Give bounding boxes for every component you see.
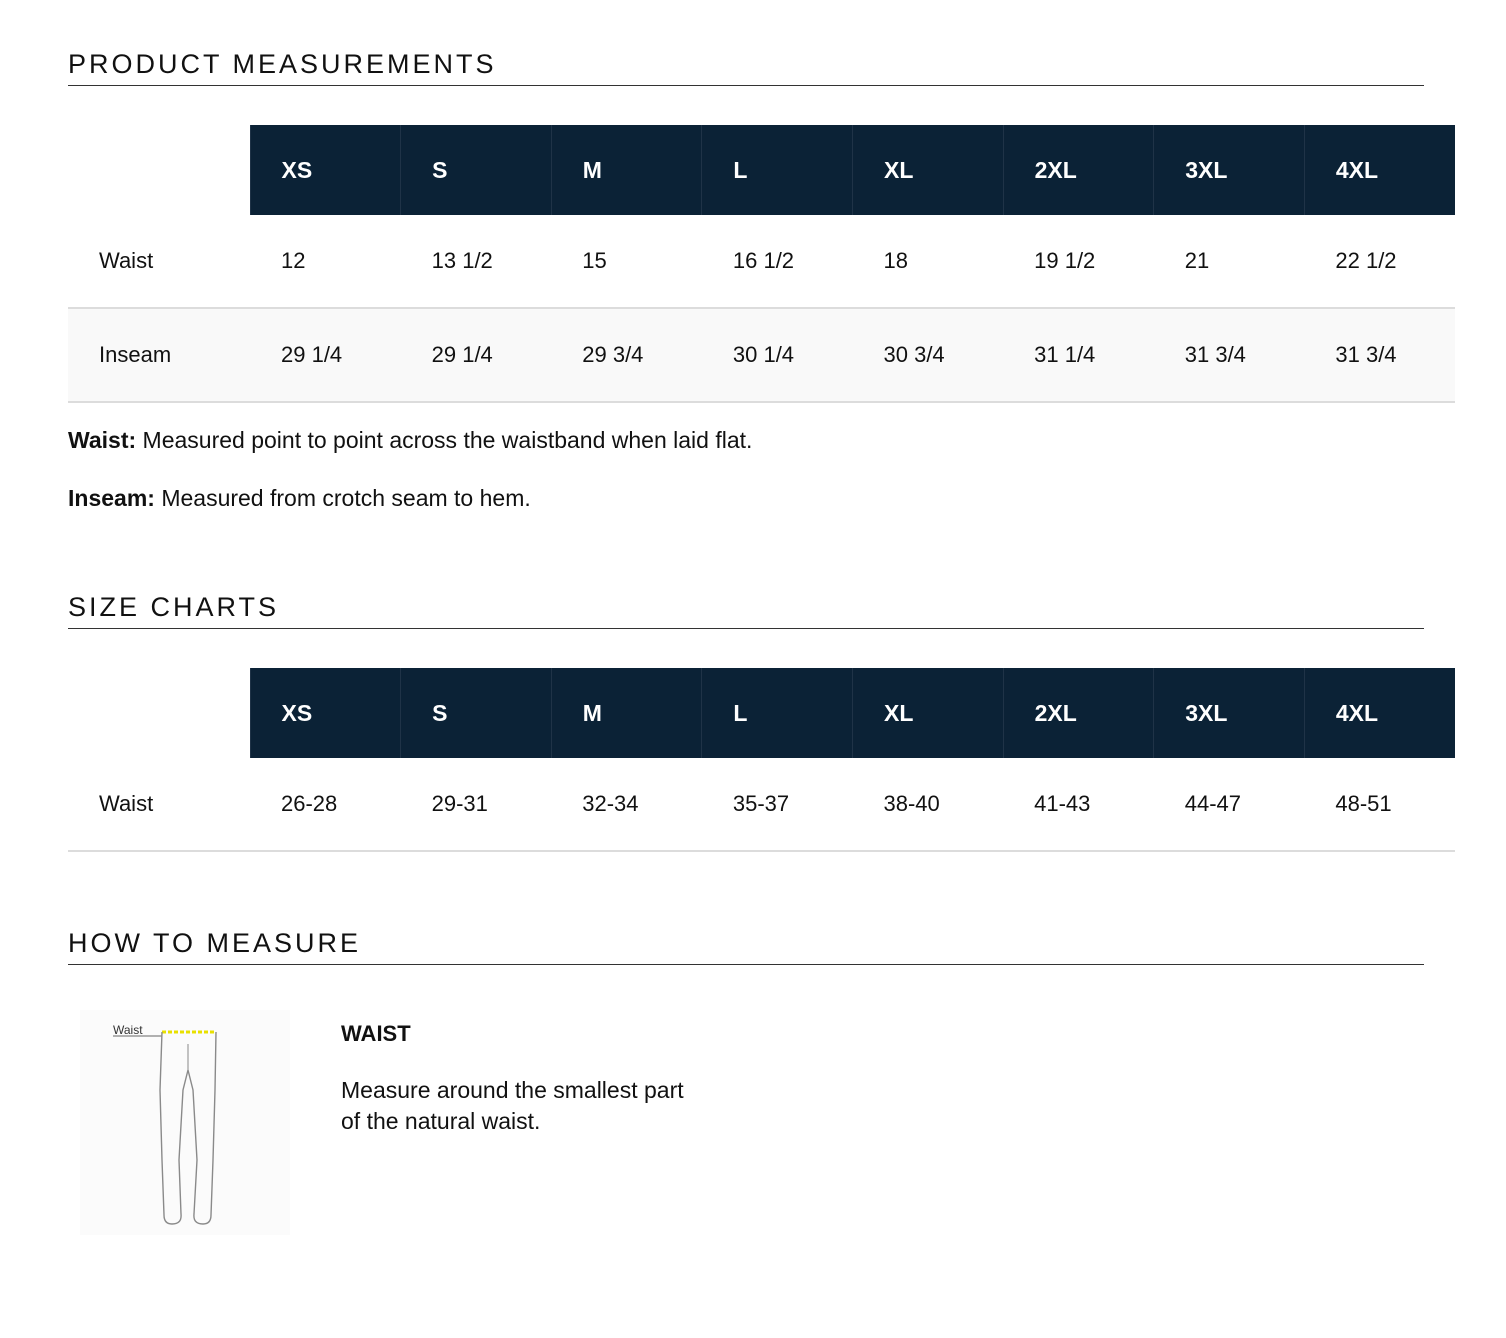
size-header-2xl: 2XL bbox=[1003, 125, 1154, 215]
size-header-xl: XL bbox=[853, 668, 1004, 758]
size-header-xs: XS bbox=[250, 668, 401, 758]
leggings-diagram-icon bbox=[80, 1010, 290, 1235]
table-cell: 41-43 bbox=[1003, 758, 1154, 851]
size-header-4xl: 4XL bbox=[1304, 125, 1455, 215]
inseam-note-text: Measured from crotch seam to hem. bbox=[154, 485, 531, 511]
size-header-l: L bbox=[702, 668, 853, 758]
size-header-m: M bbox=[551, 125, 702, 215]
waist-note-term: Waist: bbox=[68, 427, 137, 453]
table-cell: 35-37 bbox=[702, 758, 853, 851]
table-cell: 12 bbox=[250, 215, 401, 308]
table-cell: 29 1/4 bbox=[250, 308, 401, 402]
waist-figure-label: Waist bbox=[113, 1023, 143, 1037]
size-header-3xl: 3XL bbox=[1154, 125, 1305, 215]
table-row bbox=[68, 758, 1455, 851]
row-label: Waist bbox=[68, 758, 250, 851]
table-row bbox=[68, 215, 1455, 308]
size-charts-title: SIZE CHARTS bbox=[68, 592, 1424, 629]
table-cell: 19 1/2 bbox=[1003, 215, 1154, 308]
table-cell: 18 bbox=[853, 215, 1004, 308]
size-header-s: S bbox=[401, 125, 552, 215]
size-header-xl: XL bbox=[853, 125, 1004, 215]
product-measurements-title: PRODUCT MEASUREMENTS bbox=[68, 49, 1424, 86]
size-header-2xl: 2XL bbox=[1003, 668, 1154, 758]
size-charts-table bbox=[68, 668, 1455, 852]
waist-note bbox=[68, 427, 752, 454]
size-header-l: L bbox=[702, 125, 853, 215]
size-header-3xl: 3XL bbox=[1154, 668, 1305, 758]
table-cell: 31 3/4 bbox=[1304, 308, 1455, 402]
table-cell: 26-28 bbox=[250, 758, 401, 851]
table-cell: 29 1/4 bbox=[401, 308, 552, 402]
table-cell: 38-40 bbox=[853, 758, 1004, 851]
waist-measure-text-line1: Measure around the smallest part bbox=[341, 1077, 684, 1103]
header-empty-cell bbox=[68, 125, 250, 215]
size-header-xs: XS bbox=[250, 125, 401, 215]
table-cell: 31 3/4 bbox=[1154, 308, 1305, 402]
product-measurements-table bbox=[68, 125, 1455, 403]
table-cell: 29 3/4 bbox=[551, 308, 702, 402]
table-cell: 21 bbox=[1154, 215, 1305, 308]
waist-measure-text-line2: of the natural waist. bbox=[341, 1108, 541, 1134]
header-empty-cell bbox=[68, 668, 250, 758]
table-cell: 16 1/2 bbox=[702, 215, 853, 308]
waist-measure-text bbox=[341, 1075, 741, 1137]
table-cell: 29-31 bbox=[401, 758, 552, 851]
table-cell: 30 3/4 bbox=[853, 308, 1004, 402]
table-cell: 44-47 bbox=[1154, 758, 1305, 851]
size-header-s: S bbox=[401, 668, 552, 758]
size-header-m: M bbox=[551, 668, 702, 758]
table-cell: 32-34 bbox=[551, 758, 702, 851]
inseam-note bbox=[68, 485, 531, 512]
waist-measure-title: WAIST bbox=[341, 1021, 411, 1046]
table-row bbox=[68, 308, 1455, 402]
size-header-4xl: 4XL bbox=[1304, 668, 1455, 758]
table-cell: 48-51 bbox=[1304, 758, 1455, 851]
inseam-note-term: Inseam: bbox=[68, 485, 155, 511]
table-cell: 15 bbox=[551, 215, 702, 308]
row-label: Inseam bbox=[68, 308, 250, 402]
table-cell: 22 1/2 bbox=[1304, 215, 1455, 308]
table-cell: 31 1/4 bbox=[1003, 308, 1154, 402]
how-to-measure-title: HOW TO MEASURE bbox=[68, 928, 1424, 965]
table-cell: 13 1/2 bbox=[401, 215, 552, 308]
row-label: Waist bbox=[68, 215, 250, 308]
waist-note-text: Measured point to point across the waistband when laid flat. bbox=[136, 427, 753, 453]
table-cell: 30 1/4 bbox=[702, 308, 853, 402]
